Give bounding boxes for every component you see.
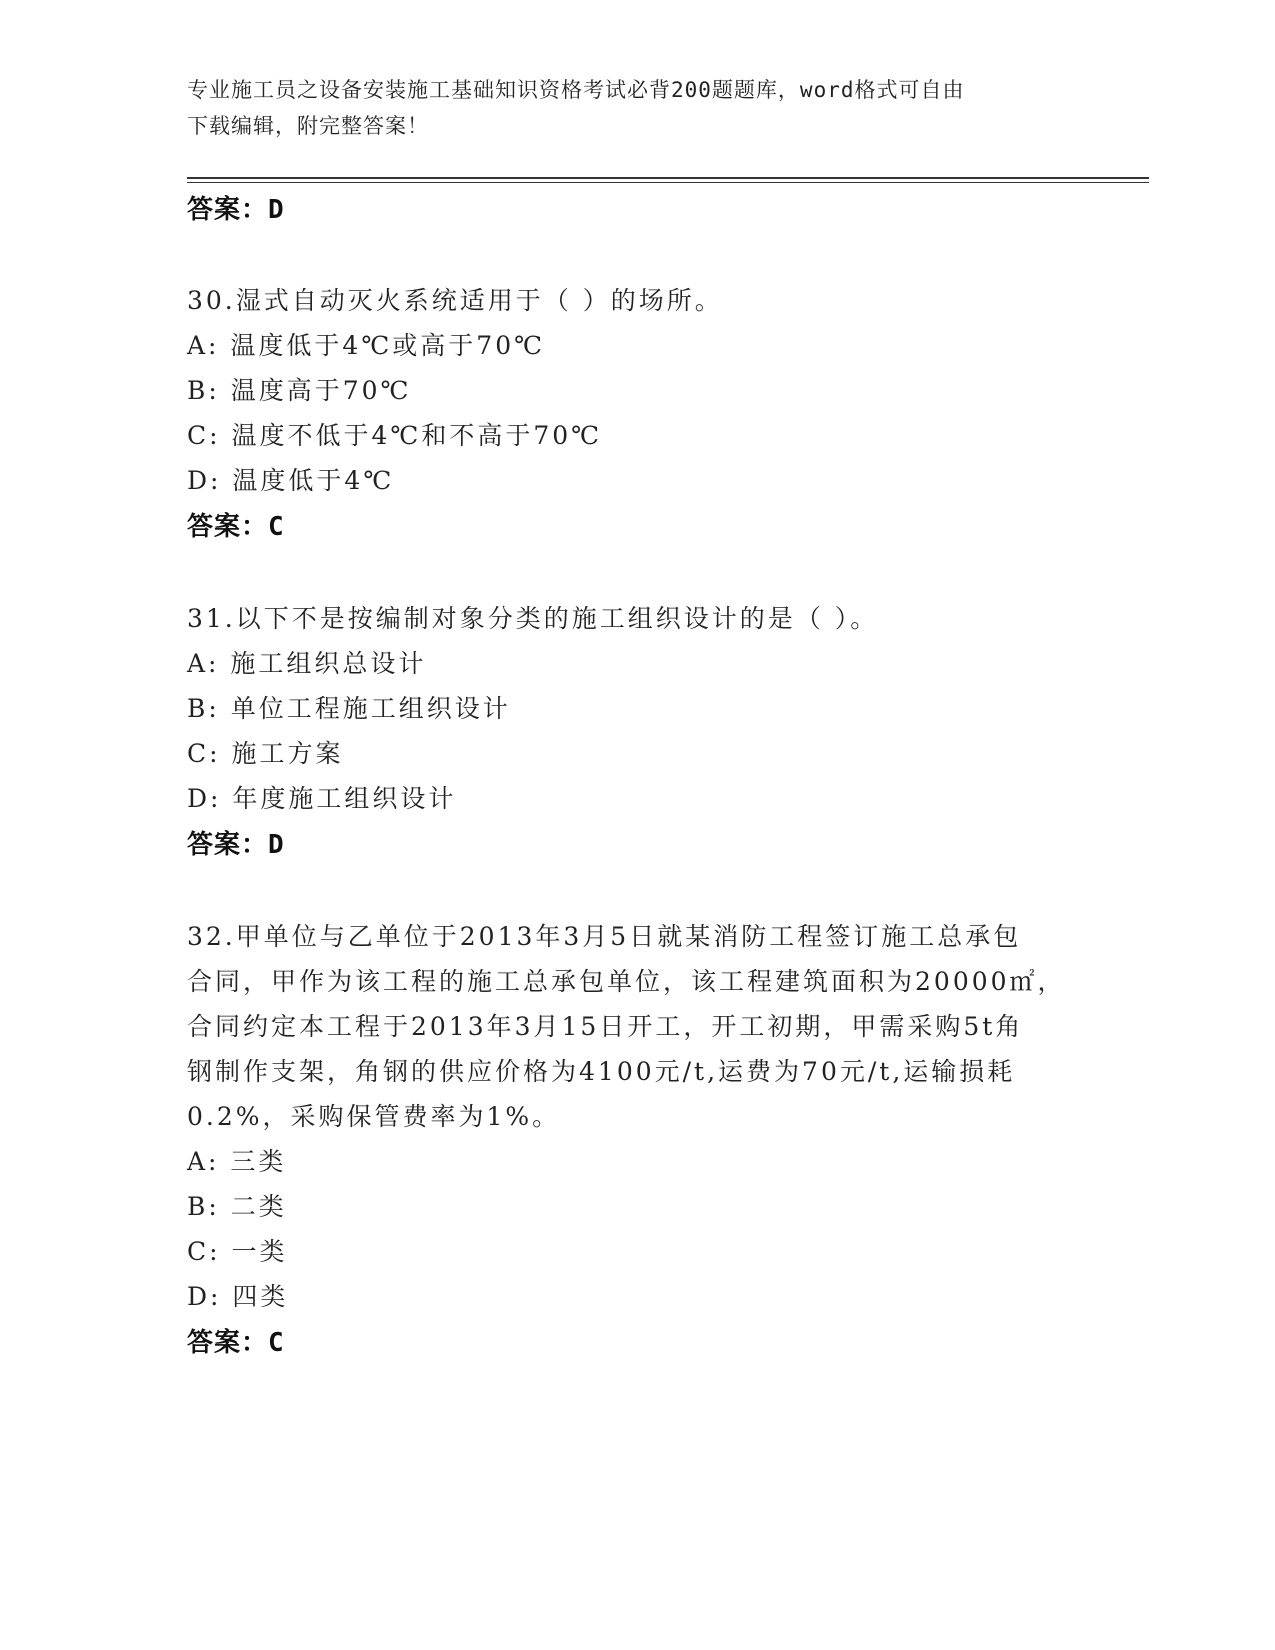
header-rule-thin	[187, 182, 1149, 183]
question-32-option-a: A: 三类	[187, 1147, 287, 1176]
question-30-option-c: C: 温度不低于4℃和不高于70℃	[187, 421, 603, 450]
question-30-option-d: D: 温度低于4℃	[187, 466, 395, 495]
header-line-2: 下载编辑，附完整答案！	[187, 114, 429, 138]
question-31-option-a: A: 施工组织总设计	[187, 649, 427, 678]
question-30-option-b: B: 温度高于70℃	[187, 376, 412, 405]
answer-previous: 答案：D	[187, 195, 285, 225]
question-31-option-c: C: 施工方案	[187, 739, 344, 768]
question-32-stem-line-3: 合同约定本工程于2013年3月15日开工，开工初期，甲需采购5t角	[187, 1012, 1024, 1041]
question-32-option-d: D: 四类	[187, 1282, 289, 1311]
question-32-option-b: B: 二类	[187, 1192, 287, 1221]
question-30-option-a: A: 温度低于4℃或高于70℃	[187, 331, 546, 360]
question-31-option-b: B: 单位工程施工组织设计	[187, 694, 511, 723]
question-32-stem-line-5: 0.2%，采购保管费率为1%。	[187, 1102, 561, 1131]
question-30-stem: 30.湿式自动灭火系统适用于（ ）的场所。	[187, 286, 723, 315]
question-31-option-d: D: 年度施工组织设计	[187, 784, 457, 813]
header-rule-thick	[187, 177, 1149, 179]
question-31-stem: 31.以下不是按编制对象分类的施工组织设计的是（ ）。	[187, 604, 879, 633]
question-32-answer: 答案：C	[187, 1328, 285, 1358]
document-header	[187, 72, 1077, 144]
question-31-answer: 答案：D	[187, 830, 285, 860]
question-32-option-c: C: 一类	[187, 1237, 288, 1266]
question-30-answer: 答案：C	[187, 512, 285, 542]
question-32-stem-line-2: 合同，甲作为该工程的施工总承包单位，该工程建筑面积为20000㎡，	[187, 967, 1066, 996]
question-32-stem-line-1: 32.甲单位与乙单位于2013年3月5日就某消防工程签订施工总承包	[187, 922, 1022, 951]
header-line-1: 专业施工员之设备安装施工基础知识资格考试必背200题题库，word格式可自由	[187, 78, 965, 102]
question-32-stem-line-4: 钢制作支架，角钢的供应价格为4100元/t,运费为70元/t,运输损耗	[187, 1057, 1016, 1086]
